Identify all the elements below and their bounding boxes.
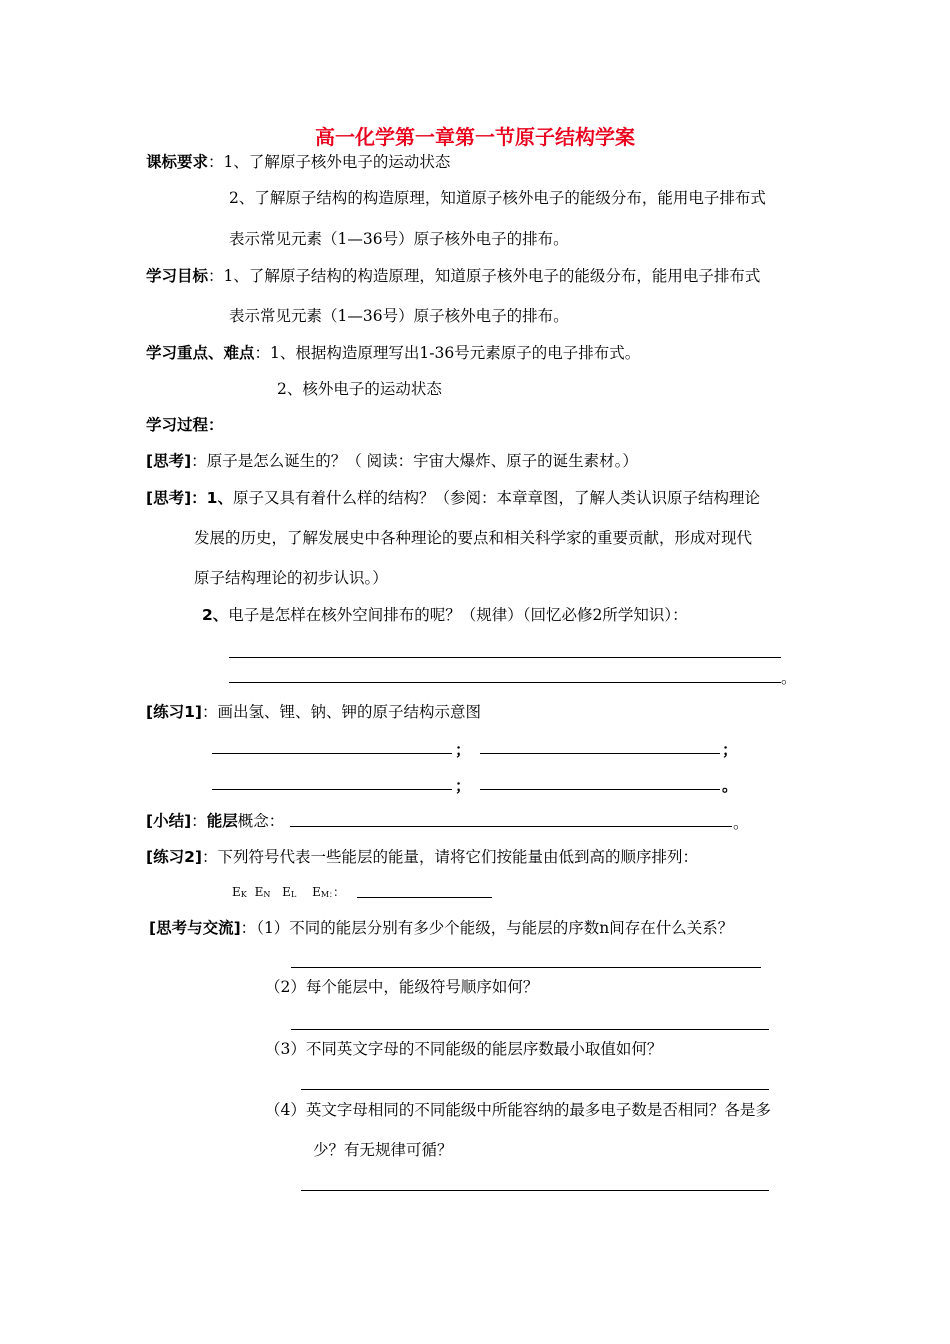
discussion-q4-line-1: （4）英文字母相同的不同能级中所能容纳的最多电子数是否相同？各是多 (265, 1101, 771, 1119)
summary (146, 811, 284, 831)
think-2-num: ：1、 (191, 489, 233, 507)
page-title: 高一化学第一章第一节原子结构学案 (315, 125, 635, 149)
answer-line[interactable] (212, 753, 452, 754)
curriculum-label: 课标要求 (146, 153, 209, 171)
objectives-label: 学习目标 (146, 267, 209, 285)
exercise-1-end-mark: 。 (722, 777, 738, 795)
exercise-2-text: 下列符号代表一些能层的能量，请将它们按能量由低到高的顺序排列： (217, 848, 698, 866)
answer-line[interactable] (357, 897, 492, 898)
think-2-line-3: 原子结构理论的初步认识。） (194, 569, 388, 587)
key-points-section (146, 343, 640, 363)
objectives-line-2: 表示常见元素（1—36号）原子核外电子的排布。 (229, 307, 569, 325)
objectives-colon: ： (208, 267, 224, 285)
think-1-label: [思考] (146, 452, 192, 470)
discussion-label: [思考与交流] (149, 919, 241, 937)
exercise-1-colon: ： (201, 703, 218, 721)
answer-line[interactable] (291, 967, 761, 968)
discussion-q2: （2）每个能层中，能级符号顺序如何？ (265, 978, 539, 996)
process-label: 学习过程： (146, 416, 224, 434)
objectives-line-1: 1、了解原子结构的构造原理，知道原子核外电子的能级分布，能用电子排布式 (223, 267, 761, 285)
objectives-section (146, 266, 760, 286)
summary-label: [小结] (146, 812, 192, 830)
answer-line[interactable] (291, 1029, 769, 1030)
think-2-q2-text: 电子是怎样在核外空间排布的呢？（规律）（回忆必修2所学知识）： (228, 606, 688, 624)
energy-symbol-en: EN (254, 885, 271, 899)
curriculum-item-1: 1、了解原子核外电子的运动状态 (223, 153, 451, 171)
curriculum-item-2-line-2: 表示常见元素（1—36号）原子核外电子的排布。 (229, 230, 569, 248)
separator: ； (722, 741, 738, 759)
discussion (149, 918, 733, 938)
answer-line[interactable] (229, 657, 781, 658)
answer-line[interactable] (290, 826, 732, 827)
answer-line[interactable] (480, 789, 720, 790)
separator: ； (455, 777, 471, 795)
exercise-2-colon: ： (201, 848, 218, 866)
think-2-q2-num: 2、 (202, 606, 229, 624)
discussion-q3: （3）不同英文字母的不同能级的能层序数最小取值如何？ (265, 1040, 663, 1058)
summary-term: 能层 (206, 812, 238, 830)
key-points-label: 学习重点、难点 (146, 344, 255, 362)
curriculum-colon: ： (208, 153, 224, 171)
exercise-1 (146, 702, 481, 722)
curriculum-item-2-line-1: 2、了解原子结构的构造原理，知道原子核外电子的能级分布，能用电子排布式 (229, 189, 766, 207)
think-1 (146, 451, 638, 471)
energy-symbols (232, 882, 345, 905)
answer-line[interactable] (301, 1089, 769, 1090)
exercise-1-label: [练习1] (146, 703, 202, 721)
think-2-label: [思考] (146, 489, 192, 507)
think-1-text: 原子是怎么诞生的？（ 阅读：宇宙大爆炸、原子的诞生素材。） (206, 452, 638, 470)
summary-text: 概念： (237, 812, 285, 830)
think-2-end-mark: 。 (781, 669, 797, 687)
key-points-colon: ： (254, 344, 271, 362)
discussion-q4-line-2: 少？有无规律可循？ (313, 1141, 453, 1159)
think-2 (146, 488, 760, 508)
key-points-item-1: 1、根据构造原理写出1-36号元素原子的电子排布式。 (270, 344, 641, 362)
exercise-1-text: 画出氢、锂、钠、钾的原子结构示意图 (217, 703, 481, 721)
discussion-colon: ： (240, 919, 257, 937)
curriculum-section (146, 152, 450, 172)
exercise-2-label: [练习2] (146, 848, 202, 866)
discussion-q1: （1）不同的能层分别有多少个能级，与能层的序数n间存在什么关系？ (256, 919, 734, 937)
answer-line[interactable] (212, 789, 452, 790)
energy-symbols-colon: ： (333, 885, 346, 899)
energy-symbol-el: EL (282, 885, 297, 899)
energy-symbol-em: EM： (312, 885, 334, 899)
exercise-2 (146, 847, 698, 867)
energy-symbol-ek: EK (232, 885, 247, 899)
answer-line[interactable] (301, 1190, 769, 1191)
summary-end-mark: 。 (733, 814, 749, 832)
answer-line[interactable] (229, 682, 781, 683)
think-2-question-2 (202, 605, 688, 625)
key-points-item-2: 2、核外电子的运动状态 (277, 380, 442, 398)
separator: ； (455, 741, 471, 759)
answer-line[interactable] (480, 753, 720, 754)
think-2-line-2: 发展的历史，了解发展史中各种理论的要点和相关科学家的重要贡献，形成对现代 (194, 529, 753, 547)
think-1-colon: ： (191, 452, 207, 470)
summary-colon: ： (191, 812, 207, 830)
think-2-line-1: 原子又具有着什么样的结构？（参阅：本章章图，了解人类认识原子结构理论 (232, 489, 760, 507)
